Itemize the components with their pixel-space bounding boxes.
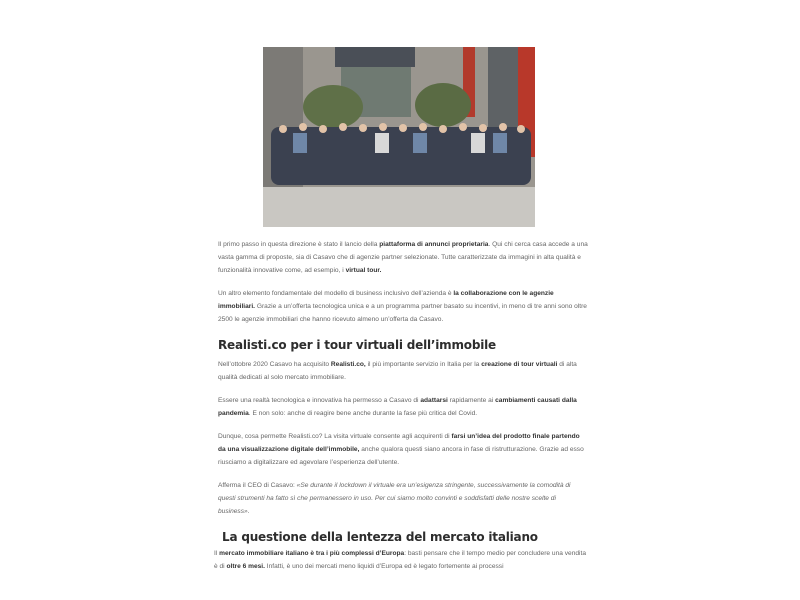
section-heading-realistico: Realisti.co per i tour virtuali dell’immobile <box>218 338 496 352</box>
paragraph-agencies: Un altro elemento fondamentale del modello di business inclusivo dell’azienda è la collaborazione con le agenzie immobiliari. Grazie a un’offerta tecnologica unica e a un programma partner basato su incentivi, in meno di tre anni sono oltre 2500 le agenzie immobiliari che hanno ricevuto almeno un’offerta da Casavo. <box>218 290 587 323</box>
paragraph-intro: Il primo passo in questa direzione è stato il lancio della piattaforma di annunci proprietaria. Qui chi cerca casa accede a una vasta gamma di proposte, sia di Casavo che di agenzie partner selezionate. Tutte caratterizzate da immagini in alta qualità e funzionalità innovative come, ad esempio, i virtual tour. <box>218 241 588 274</box>
team-photo <box>263 47 535 227</box>
section-heading-market: La questione della lentezza del mercato italiano <box>222 530 538 544</box>
paragraph-market: Il mercato immobiliare italiano è tra i più complessi d’Europa: basti pensare che il tempo medio per concludere una vendita è di oltre 6 mesi. Infatti, è uno dei mercati meno liquidi d’Europa ed è legato fortemente ai processi <box>214 550 586 570</box>
paragraph-ceo-quote: Afferma il CEO di Casavo: «Se durante il lockdown il virtuale era un’esigenza stringente, successivamente la comodità di questi strumenti ha fatto sì che permanessero in uso. Per cui siamo molto convinti e soddisfatti delle nostre scelte di business». <box>218 482 571 515</box>
paragraph-pandemic: Essere una realtà tecnologica e innovativa ha permesso a Casavo di adattarsi rapidamente ai cambiamenti causati dalla pandemia. E non solo: anche di reagire bene anche durante la fase più critica del Covid. <box>218 397 577 417</box>
paragraph-virtual-visit: Dunque, cosa permette Realisti.co? La visita virtuale consente agli acquirenti di farsi un’idea del prodotto finale partendo da una visualizzazione digitale dell’immobile, anche qualora questi siano ancora in fase di ristrutturazione. Grazie ad esso riusciamo a digitalizzare ed agevolare l’esperienza dell’utente. <box>218 433 584 466</box>
team-photo-illustration <box>263 47 535 227</box>
paragraph-acquisition: Nell’ottobre 2020 Casavo ha acquisito Realisti.co, il più importante servizio in Italia per la creazione di tour virtuali di alta qualità dedicati al solo mercato immobiliare. <box>218 361 577 381</box>
article-body <box>214 238 588 573</box>
